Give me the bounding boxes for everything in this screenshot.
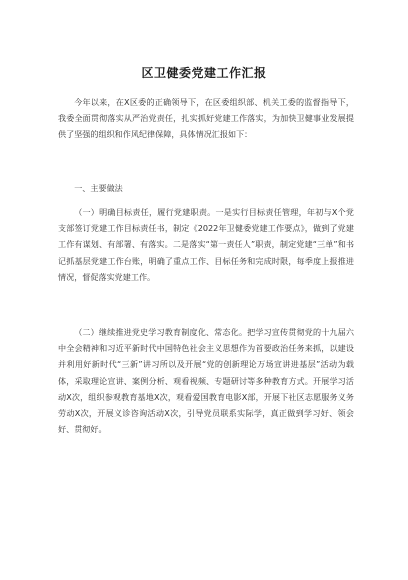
- document-title: 区卫健委党建工作汇报: [141, 66, 267, 80]
- item-2-block: [58, 324, 354, 437]
- section-heading-block: [58, 180, 354, 196]
- item-2-paragraph: （二）继续推进党史学习教育制度化、常态化。把学习宣传贯彻党的十九届六中全会精神和习近平新时代中国特色社会主义思想作为首要政治任务来抓，以建设并利用好新时代“三新”讲习所以及开展“党的创新理论万场宣讲进基层”活动为载体，采取理论宣讲、案例分析、观看视频、专题研讨等多种教育方式。开展学习活动X次，组织参观教育基地X次，观看爱国教育电影X部，开展下社区志愿服务义务劳动X次，开展义诊咨询活动X次，引导党员联系实际学，真正做到学习好、领会好、贯彻好。: [58, 327, 354, 435]
- item-1-block: [58, 204, 354, 285]
- item-1-paragraph: （一）明确目标责任，履行党建职责。一是实行目标责任管理，年初与X个党支部签订党建工作目标责任书，制定《2022年卫健委党建工作要点》，做到了党建工作有谋划、有部署、有落实。二是落实“第一责任人”职责，制定党建“三单”和书记抓基层党建工作台账，明确了重点工作、目标任务和完成时限，每季度上报推进情况，督促落实党建工作。: [58, 207, 354, 282]
- intro-paragraph-block: [58, 94, 354, 143]
- section-heading: 一、主要做法: [74, 183, 123, 193]
- intro-paragraph: 今年以来，在X区委的正确领导下，在区委组织部、机关工委的监督指导下，我委全面贯彻落实从严治党责任，扎实抓好党建工作落实，为加快卫健事业发展提供了坚强的组织和作风纪律保障，具体情况汇报如下：: [58, 97, 354, 140]
